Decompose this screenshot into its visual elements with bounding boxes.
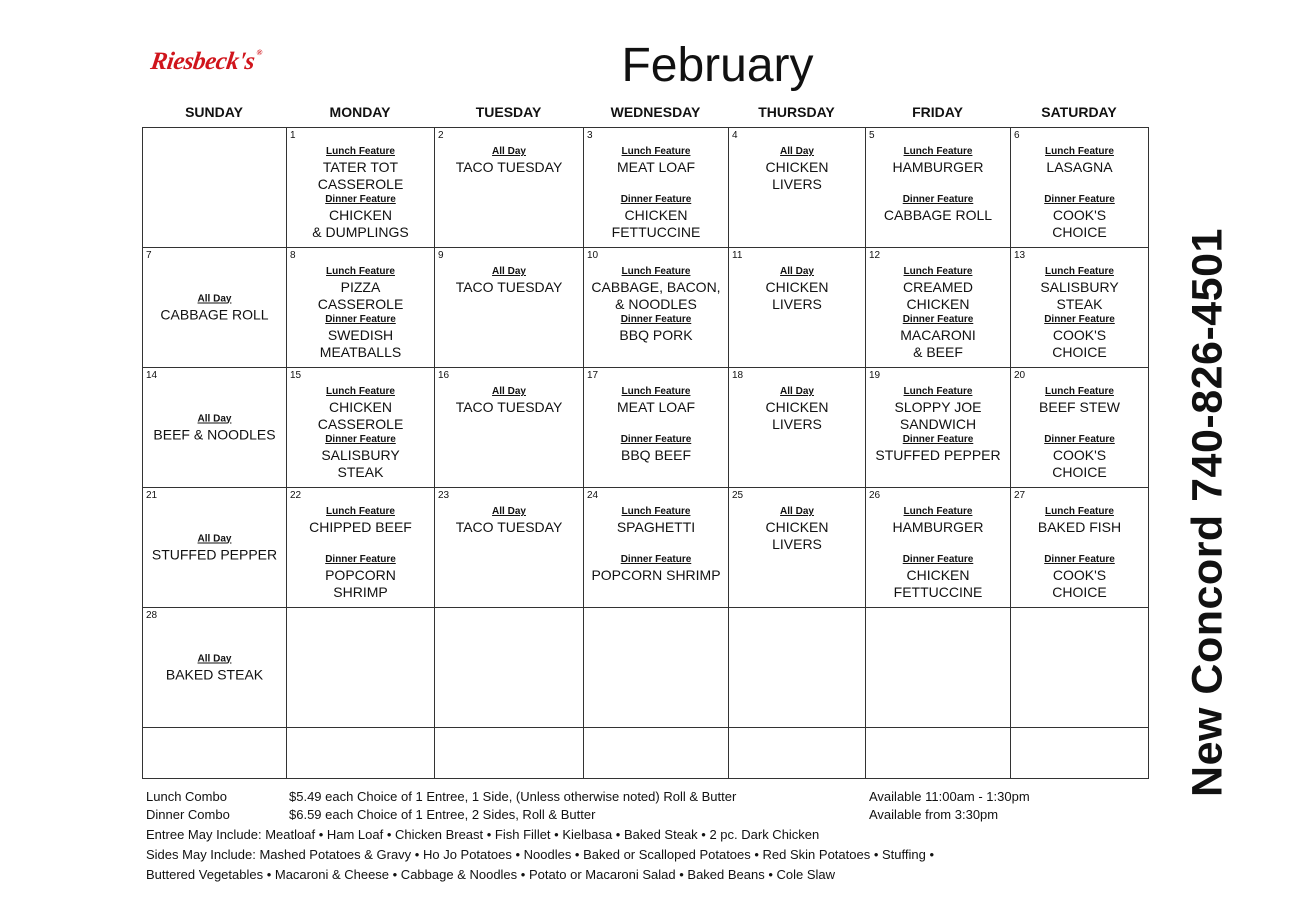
lunch-feature-label: Lunch Feature bbox=[326, 506, 395, 517]
features bbox=[1011, 128, 1148, 241]
menu-item: BBQ PORK bbox=[619, 327, 693, 343]
all-day-label: All Day bbox=[197, 653, 232, 664]
menu-item: SLOPPY JOE bbox=[894, 399, 982, 415]
menu-item: SALISBURY bbox=[1040, 279, 1119, 295]
menu-item: TACO TUESDAY bbox=[455, 399, 563, 415]
lunch-feature-label: Lunch Feature bbox=[903, 146, 973, 157]
menu-item: CASSEROLE bbox=[317, 176, 404, 192]
menu-item: CHOICE bbox=[1052, 224, 1107, 240]
menu-item: MEAT LOAF bbox=[616, 159, 696, 175]
all-day-feature bbox=[435, 488, 583, 536]
month-title: February bbox=[621, 39, 814, 92]
calendar-day bbox=[866, 608, 1011, 728]
menu-item: HAMBURGER bbox=[892, 159, 984, 175]
calendar-blank-row bbox=[143, 728, 1149, 779]
riesbecks-logo: Riesbeck's® bbox=[149, 48, 263, 75]
menu-item: TACO TUESDAY bbox=[455, 279, 563, 295]
day-number: 22 bbox=[290, 490, 302, 501]
menu-item: MEAT LOAF bbox=[616, 399, 696, 415]
features bbox=[287, 248, 434, 361]
menu-item: CHICKEN bbox=[765, 279, 829, 295]
menu-item: CHOICE bbox=[1052, 464, 1107, 480]
day-number: 9 bbox=[438, 250, 444, 261]
calendar-day bbox=[866, 128, 1011, 248]
menu-item: BAKED FISH bbox=[1037, 519, 1122, 535]
menu-item: PIZZA bbox=[340, 279, 381, 295]
day-number: 15 bbox=[290, 370, 302, 381]
lunch-feature-label: Lunch Feature bbox=[903, 386, 973, 397]
features bbox=[866, 488, 1010, 601]
calendar-day bbox=[435, 608, 584, 728]
day-number: 28 bbox=[146, 610, 158, 621]
day-number: 16 bbox=[438, 370, 450, 381]
all-day-feature bbox=[143, 412, 286, 443]
menu-item: SALISBURY bbox=[321, 447, 400, 463]
day-number: 8 bbox=[290, 250, 296, 261]
lunch-feature-label: Lunch Feature bbox=[1045, 386, 1114, 397]
lunch-items bbox=[866, 159, 1010, 193]
menu-item: SANDWICH bbox=[899, 416, 977, 432]
menu-item: HAMBURGER bbox=[892, 519, 984, 535]
dinner-feature-label: Dinner Feature bbox=[902, 314, 974, 325]
day-number: 21 bbox=[146, 490, 158, 501]
all-day-label: All Day bbox=[780, 146, 814, 157]
all-day-label: All Day bbox=[780, 266, 814, 277]
lunch-combo-name: Lunch Combo bbox=[146, 789, 227, 804]
dinner-combo-desc: $6.59 each Choice of 1 Entree, 2 Sides, Roll & Butter bbox=[289, 807, 596, 822]
calendar-day bbox=[1011, 608, 1149, 728]
calendar-day bbox=[435, 368, 584, 488]
dinner-feature-label: Dinner Feature bbox=[325, 194, 396, 205]
dinner-feature-label: Dinner Feature bbox=[325, 434, 396, 445]
entree-list: Entree May Include: Meatloaf • Ham Loaf • Chicken Breast • Fish Fillet • Kielbasa • Baked Steak • 2 pc. Dark Chicken bbox=[146, 827, 820, 842]
day-number: 14 bbox=[146, 370, 158, 381]
lunch-items bbox=[287, 519, 434, 553]
day-number: 3 bbox=[587, 130, 593, 141]
calendar-day bbox=[143, 128, 287, 248]
calendar-empty-cell bbox=[287, 728, 435, 779]
calendar-week bbox=[143, 128, 1149, 248]
day-number: 24 bbox=[587, 490, 599, 501]
menu-item: CHICKEN bbox=[765, 519, 829, 535]
day-number: 19 bbox=[869, 370, 881, 381]
calendar-day bbox=[1011, 368, 1149, 488]
calendar-empty-cell bbox=[729, 728, 866, 779]
calendar-day bbox=[729, 488, 866, 608]
day-number: 20 bbox=[1014, 370, 1026, 381]
all-day-feature bbox=[143, 652, 286, 683]
dinner-feature-label: Dinner Feature bbox=[902, 194, 974, 205]
menu-item: FETTUCCINE bbox=[611, 224, 701, 240]
menu-item: STUFFED PEPPER bbox=[875, 447, 1001, 463]
calendar-day bbox=[584, 608, 729, 728]
menu-item: BEEF STEW bbox=[1039, 399, 1120, 415]
lunch-items bbox=[1011, 399, 1148, 433]
menu-item: & NOODLES bbox=[615, 296, 697, 312]
day-number: 27 bbox=[1014, 490, 1026, 501]
calendar-day bbox=[866, 368, 1011, 488]
all-day-label: All Day bbox=[197, 533, 232, 544]
lunch-items bbox=[584, 279, 728, 313]
features bbox=[1011, 488, 1148, 601]
day-number: 12 bbox=[869, 250, 881, 261]
all-day-label: All Day bbox=[492, 266, 526, 277]
menu-item: CHICKEN bbox=[328, 399, 392, 415]
menu-item: TATER TOT bbox=[322, 159, 399, 175]
menu-item: & DUMPLINGS bbox=[312, 224, 409, 240]
dinner-feature-label: Dinner Feature bbox=[902, 554, 974, 565]
menu-item: COOK'S bbox=[1052, 327, 1107, 343]
menu-item: CHICKEN bbox=[906, 567, 970, 583]
calendar-empty-cell bbox=[143, 728, 287, 779]
dinner-feature-label: Dinner Feature bbox=[620, 194, 692, 205]
menu-item: BEEF & NOODLES bbox=[153, 426, 276, 442]
all-day-feature bbox=[435, 128, 583, 176]
all-day-feature bbox=[143, 532, 286, 563]
menu-item: STEAK bbox=[337, 464, 384, 480]
lunch-items bbox=[287, 399, 434, 433]
lunch-items bbox=[866, 279, 1010, 313]
menu-item: CASSEROLE bbox=[317, 416, 404, 432]
features bbox=[287, 128, 434, 241]
dinner-feature-label: Dinner Feature bbox=[1044, 434, 1115, 445]
lunch-items bbox=[866, 399, 1010, 433]
features bbox=[584, 248, 728, 344]
lunch-feature-label: Lunch Feature bbox=[326, 266, 395, 277]
lunch-items bbox=[1011, 159, 1148, 193]
calendar-empty-cell bbox=[1011, 728, 1149, 779]
dinner-feature-label: Dinner Feature bbox=[325, 314, 396, 325]
day-number: 26 bbox=[869, 490, 881, 501]
calendar-day bbox=[287, 488, 435, 608]
weekday-wednesday: WEDNESDAY bbox=[610, 104, 701, 120]
calendar-day bbox=[435, 248, 584, 368]
day-number: 17 bbox=[587, 370, 599, 381]
menu-item: COOK'S bbox=[1052, 207, 1107, 223]
calendar-day bbox=[584, 368, 729, 488]
menu-item: CREAMED bbox=[902, 279, 973, 295]
calendar-day bbox=[143, 248, 287, 368]
menu-item: LASAGNA bbox=[1046, 159, 1113, 175]
day-number: 10 bbox=[587, 250, 599, 261]
calendar-day bbox=[435, 128, 584, 248]
calendar-day bbox=[729, 128, 866, 248]
dinner-feature-label: Dinner Feature bbox=[620, 554, 692, 565]
all-day-label: All Day bbox=[780, 386, 814, 397]
menu-item: LIVERS bbox=[772, 296, 822, 312]
weekday-saturday: SATURDAY bbox=[1041, 104, 1117, 120]
lunch-feature-label: Lunch Feature bbox=[1045, 506, 1114, 517]
calendar-day bbox=[1011, 128, 1149, 248]
menu-item: TACO TUESDAY bbox=[455, 159, 563, 175]
calendar-week bbox=[143, 488, 1149, 608]
dinner-feature-label: Dinner Feature bbox=[620, 314, 692, 325]
combo-footer bbox=[146, 788, 1126, 884]
menu-item: MEATBALLS bbox=[319, 344, 402, 360]
features bbox=[584, 128, 728, 241]
calendar-week bbox=[143, 248, 1149, 368]
menu-item: CABBAGE ROLL bbox=[160, 306, 269, 322]
weekday-monday: MONDAY bbox=[329, 104, 391, 120]
day-number: 11 bbox=[732, 250, 743, 261]
lunch-feature-label: Lunch Feature bbox=[903, 266, 973, 277]
menu-item: CASSEROLE bbox=[317, 296, 404, 312]
lunch-items bbox=[584, 399, 728, 433]
all-day-feature bbox=[729, 128, 865, 193]
menu-item: CABBAGE ROLL bbox=[883, 207, 993, 223]
menu-item: CHIPPED BEEF bbox=[309, 519, 412, 535]
weekday-header bbox=[142, 104, 1148, 120]
calendar-grid bbox=[142, 127, 1149, 779]
calendar-week bbox=[143, 608, 1149, 728]
sides-list-1: Sides May Include: Mashed Potatoes & Gravy • Ho Jo Potatoes • Noodles • Baked or Scalloped Potatoes • Red Skin Potatoes • Stuffing • bbox=[146, 847, 934, 862]
calendar-day bbox=[729, 248, 866, 368]
menu-item: MACARONI bbox=[900, 327, 976, 343]
all-day-label: All Day bbox=[780, 506, 814, 517]
menu-item: SHRIMP bbox=[333, 584, 388, 600]
day-number: 2 bbox=[438, 130, 444, 141]
lunch-items bbox=[1011, 519, 1148, 553]
calendar-day bbox=[866, 488, 1011, 608]
dinner-feature-label: Dinner Feature bbox=[1044, 314, 1115, 325]
lunch-items bbox=[287, 279, 434, 313]
calendar-week bbox=[143, 368, 1149, 488]
day-number: 5 bbox=[869, 130, 875, 141]
lunch-items bbox=[584, 519, 728, 553]
calendar-day bbox=[584, 488, 729, 608]
all-day-label: All Day bbox=[492, 146, 526, 157]
calendar-empty-cell bbox=[584, 728, 729, 779]
features bbox=[866, 128, 1010, 224]
features bbox=[287, 488, 434, 601]
calendar-day bbox=[435, 488, 584, 608]
all-day-label: All Day bbox=[492, 506, 526, 517]
features bbox=[866, 368, 1010, 464]
features bbox=[584, 488, 728, 584]
day-number: 25 bbox=[732, 490, 744, 501]
calendar-empty-cell bbox=[866, 728, 1011, 779]
all-day-label: All Day bbox=[492, 386, 526, 397]
lunch-combo-time: Available 11:00am - 1:30pm bbox=[869, 789, 1030, 804]
day-number: 1 bbox=[290, 130, 296, 141]
calendar-day bbox=[584, 248, 729, 368]
lunch-feature-label: Lunch Feature bbox=[621, 386, 691, 397]
calendar-day bbox=[584, 128, 729, 248]
lunch-feature-label: Lunch Feature bbox=[621, 506, 691, 517]
weekday-friday: FRIDAY bbox=[912, 104, 963, 120]
menu-item: COOK'S bbox=[1052, 567, 1107, 583]
store-phone: New Concord 740-826-4501 bbox=[1183, 228, 1232, 797]
calendar-day bbox=[143, 488, 287, 608]
calendar-day bbox=[287, 368, 435, 488]
menu-item: CHICKEN bbox=[624, 207, 688, 223]
calendar-day bbox=[729, 608, 866, 728]
features bbox=[584, 368, 728, 464]
sides-list-2: Buttered Vegetables • Macaroni & Cheese • Cabbage & Noodles • Potato or Macaroni Salad • Baked Beans • Cole Slaw bbox=[146, 867, 836, 882]
day-number: 13 bbox=[1014, 250, 1026, 261]
all-day-feature bbox=[143, 292, 286, 323]
dinner-combo-time: Available from 3:30pm bbox=[869, 807, 999, 822]
day-number: 23 bbox=[438, 490, 450, 501]
dinner-feature-label: Dinner Feature bbox=[1044, 554, 1115, 565]
all-day-label: All Day bbox=[197, 413, 232, 424]
weekday-tuesday: TUESDAY bbox=[475, 104, 542, 120]
calendar-day bbox=[287, 128, 435, 248]
features bbox=[287, 368, 434, 481]
all-day-feature bbox=[435, 248, 583, 296]
all-day-label: All Day bbox=[197, 293, 232, 304]
all-day-feature bbox=[729, 248, 865, 313]
menu-item: CHICKEN bbox=[328, 207, 392, 223]
menu-item: STEAK bbox=[1056, 296, 1103, 312]
features bbox=[1011, 368, 1148, 481]
all-day-feature bbox=[729, 488, 865, 553]
menu-item: CHOICE bbox=[1052, 344, 1107, 360]
weekday-sunday: SUNDAY bbox=[185, 104, 243, 120]
dinner-feature-label: Dinner Feature bbox=[620, 434, 692, 445]
day-number: 18 bbox=[732, 370, 744, 381]
day-number: 7 bbox=[146, 250, 152, 261]
calendar-day bbox=[287, 248, 435, 368]
dinner-feature-label: Dinner Feature bbox=[325, 554, 396, 565]
menu-item: POPCORN SHRIMP bbox=[591, 567, 721, 583]
lunch-feature-label: Lunch Feature bbox=[326, 386, 395, 397]
calendar-day bbox=[729, 368, 866, 488]
features bbox=[1011, 248, 1148, 361]
lunch-feature-label: Lunch Feature bbox=[1045, 146, 1114, 157]
lunch-items bbox=[866, 519, 1010, 553]
calendar-day bbox=[866, 248, 1011, 368]
menu-item: SWEDISH bbox=[327, 327, 394, 343]
all-day-feature bbox=[435, 368, 583, 416]
menu-item: BBQ BEEF bbox=[620, 447, 692, 463]
lunch-combo-desc: $5.49 each Choice of 1 Entree, 1 Side, (Unless otherwise noted) Roll & Butter bbox=[289, 789, 737, 804]
lunch-items bbox=[584, 159, 728, 193]
lunch-feature-label: Lunch Feature bbox=[621, 266, 691, 277]
dinner-feature-label: Dinner Feature bbox=[902, 434, 974, 445]
lunch-items bbox=[287, 159, 434, 193]
menu-item: STUFFED PEPPER bbox=[151, 546, 278, 562]
calendar-day bbox=[287, 608, 435, 728]
lunch-items bbox=[1011, 279, 1148, 313]
lunch-feature-label: Lunch Feature bbox=[621, 146, 691, 157]
lunch-feature-label: Lunch Feature bbox=[1045, 266, 1114, 277]
calendar-day bbox=[1011, 248, 1149, 368]
lunch-feature-label: Lunch Feature bbox=[903, 506, 973, 517]
calendar-empty-cell bbox=[435, 728, 584, 779]
menu-item: TACO TUESDAY bbox=[455, 519, 563, 535]
lunch-feature-label: Lunch Feature bbox=[326, 146, 395, 157]
features bbox=[866, 248, 1010, 361]
menu-item: CHICKEN bbox=[765, 159, 829, 175]
dinner-feature-label: Dinner Feature bbox=[1044, 194, 1115, 205]
menu-item: CHICKEN bbox=[906, 296, 970, 312]
menu-item: LIVERS bbox=[772, 176, 822, 192]
dinner-combo-name: Dinner Combo bbox=[146, 807, 230, 822]
menu-item: POPCORN bbox=[325, 567, 396, 583]
menu-item: LIVERS bbox=[772, 416, 822, 432]
menu-item: BAKED STEAK bbox=[165, 666, 264, 682]
menu-item: CABBAGE, BACON, bbox=[591, 279, 721, 295]
menu-item: FETTUCCINE bbox=[893, 584, 983, 600]
day-number: 4 bbox=[732, 130, 738, 141]
menu-item: SPAGHETTI bbox=[616, 519, 696, 535]
menu-item: LIVERS bbox=[772, 536, 822, 552]
day-number: 6 bbox=[1014, 130, 1020, 141]
weekday-thursday: THURSDAY bbox=[758, 104, 835, 120]
calendar-day bbox=[143, 608, 287, 728]
menu-item: & BEEF bbox=[913, 344, 963, 360]
menu-item: COOK'S bbox=[1052, 447, 1107, 463]
all-day-feature bbox=[729, 368, 865, 433]
calendar-day bbox=[1011, 488, 1149, 608]
calendar-day bbox=[143, 368, 287, 488]
menu-item: CHICKEN bbox=[765, 399, 829, 415]
menu-item: CHOICE bbox=[1052, 584, 1107, 600]
